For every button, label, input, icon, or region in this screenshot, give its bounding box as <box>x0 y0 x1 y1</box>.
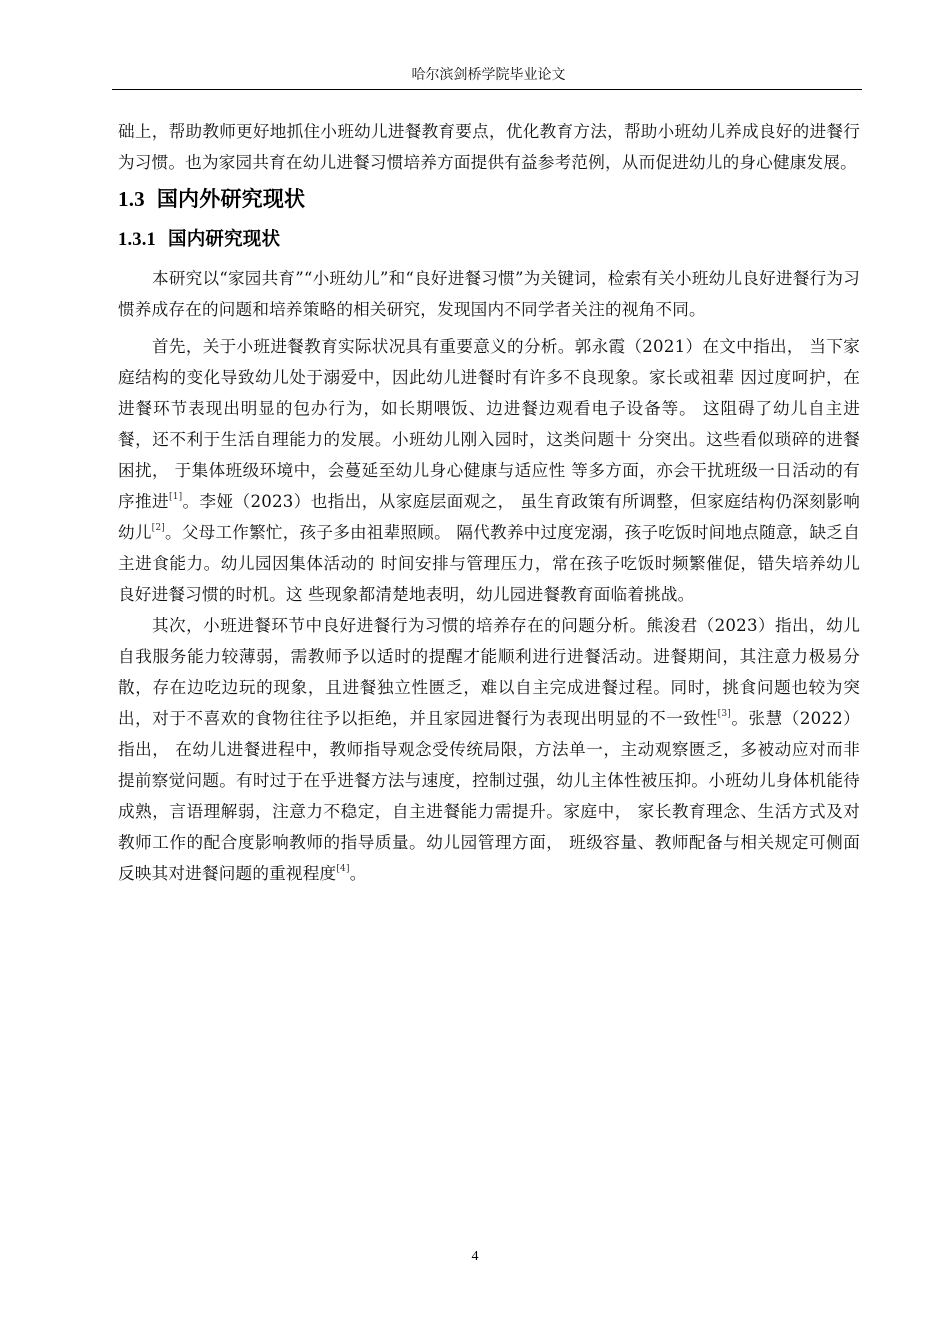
paragraph-text: 。 <box>349 864 367 883</box>
page-number: 4 <box>471 1249 479 1264</box>
paragraph-keywords: 本研究以“家园共育”“小班幼儿”和“良好进餐习惯”为关键词，检索有关小班幼儿良好进餐行为习惯养成存在的问题和培养策略的相关研究，发现国内不同学者关注的视角不同。 <box>118 269 860 319</box>
paragraph-text: 。李娅（2023）也指出，从家庭层面观之， 虽生育政策有所调整，但家庭结构仍深刻影响幼儿 <box>118 492 860 542</box>
subsection-title: 国内研究现状 <box>168 229 281 250</box>
document-body <box>118 116 860 889</box>
citation-ref: [1] <box>168 492 183 502</box>
section-title: 国内外研究现状 <box>156 187 306 211</box>
paragraph-text: 。张慧（2022）指出， 在幼儿进餐进程中，教师指导观念受传统局限，方法单一，主动观察匮乏，多被动应对而非提前察觉问题。有时过于在乎进餐方法与速度，控制过强，幼儿主体性被压抑。小班幼儿身体机能待成熟，言语理解弱，注意力不稳定，自主进餐能力需提升。家庭中， 家长教育理念、生活方式及对教师工作的配合度影响教师的指导质量。幼儿园管理方面， 班级容量、教师配备与相关规定可侧面反映其对进餐问题的重视程度 <box>118 709 861 883</box>
section-heading <box>118 183 860 215</box>
citation-ref: [4] <box>336 864 350 874</box>
paragraph-text: 首先，关于小班进餐教育实际状况具有重要意义的分析。郭永霞（2021）在文中指出， 当下家庭结构的变化导致幼儿处于溺爱中，因此幼儿进餐时有许多不良现象。家长或祖辈 因过度呵护，在进餐环节表现出明显的包办行为，如长期喂饭、边进餐边观看电子设备等。 这阻碍了幼儿自主进餐，还不利于生活自理能力的发展。小班幼儿刚入园时，这类问题十 分突出。这些看似琐碎的进餐困扰， 于集体班级环境中，会蔓延至幼儿身心健康与适应性 等多方面，亦会干扰班级一日活动的有序推进 <box>118 337 860 511</box>
paragraph-text: 。父母工作繁忙，孩子多由祖辈照顾。 隔代教养中过度宠溺，孩子吃饭时间地点随意，缺乏自主进食能力。幼儿园因集体活动的 时间安排与管理压力，常在孩子吃饭时频繁催促，错失培养幼儿良好进餐习惯的时机。这 些现象都清楚地表明，幼儿园进餐教育面临着挑战。 <box>118 523 860 604</box>
header-divider <box>112 89 862 90</box>
section-number: 1.3 <box>118 187 145 211</box>
citation-ref: [2] <box>151 523 165 533</box>
paragraph-intro-continuation: 础上，帮助教师更好地抓住小班幼儿进餐教育要点，优化教育方法，帮助小班幼儿养成良好的进餐行为习惯。也为家园共育在幼儿进餐习惯培养方面提供有益参考范例，从而促进幼儿的身心健康发展。 <box>118 122 860 172</box>
subsection-heading <box>118 225 860 255</box>
page-header: 哈尔滨剑桥学院毕业论文 <box>411 67 566 83</box>
paragraph-text: 其次，小班进餐环节中良好进餐行为习惯的培养存在的问题分析。熊浚君（2023）指出，幼儿自我服务能力较薄弱，需教师予以适时的提醒才能顺利进行进餐活动。进餐期间，其注意力极易分散，存在边吃边玩的现象，且进餐独立性匮乏，难以自主完成进餐过程。同时，挑食问题也较为突出，对于不喜欢的食物往往予以拒绝，并且家园进餐行为表现出明显的不一致性 <box>118 616 860 728</box>
paragraph-first-analysis <box>118 331 860 610</box>
subsection-number: 1.3.1 <box>118 230 156 250</box>
citation-ref: [3] <box>717 709 731 719</box>
paragraph-second-analysis <box>118 610 860 889</box>
